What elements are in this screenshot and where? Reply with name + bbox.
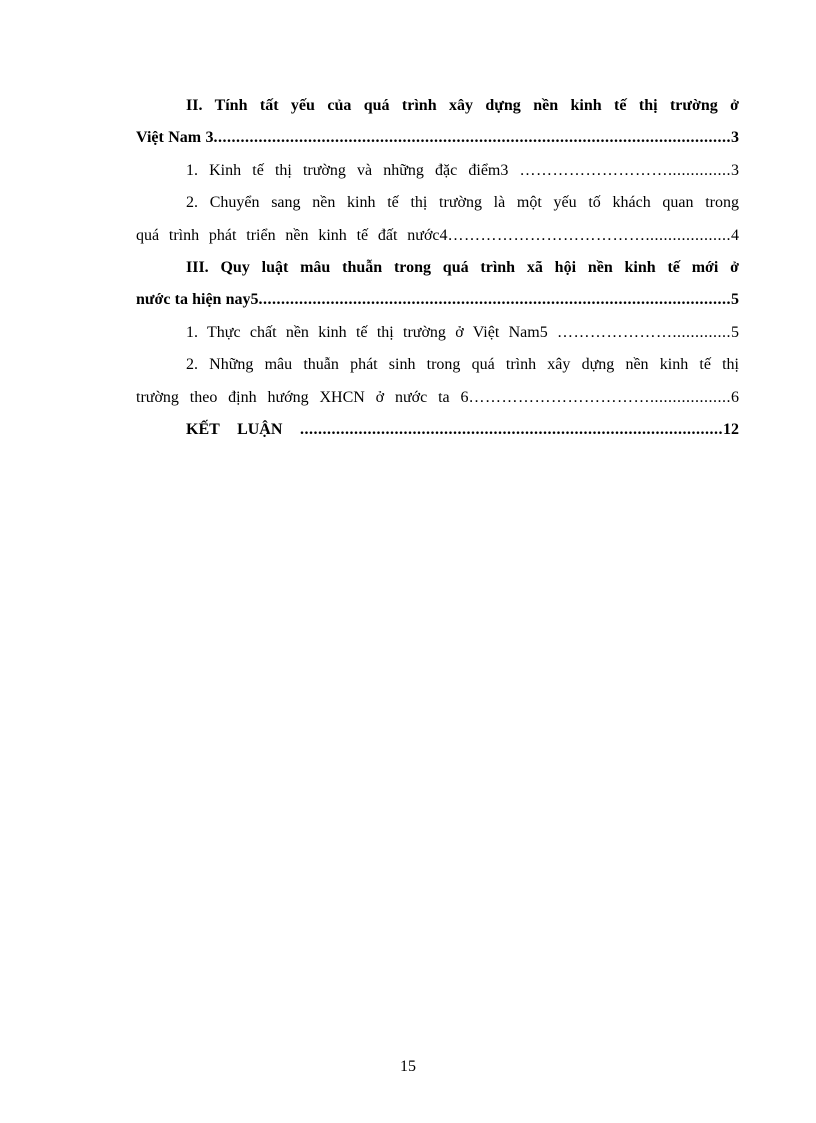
toc-entry-title: 2. Những mâu thuẫn phát sinh trong quá trình xây dựng nền kinh tế thị (186, 356, 739, 374)
toc-page-number: 6 (731, 388, 739, 406)
toc-leader-dots: ………………………………................... (447, 226, 731, 244)
toc-entry-section-ii-line2 (136, 122, 739, 154)
toc-entry-item-1 (136, 155, 739, 187)
toc-entry-title: III. Quy luật mâu thuẫn trong quá trình xã hội nền kinh tế mới ở (186, 259, 739, 277)
toc-page-number: 3 (731, 129, 739, 147)
toc-page-number: 4 (731, 226, 739, 244)
toc-entry-title: nước ta hiện nay5 (136, 291, 259, 309)
toc-entry-item-2-line1 (136, 187, 739, 219)
toc-leader-dots: ……………………….............. (519, 161, 732, 179)
toc-page-number: 5 (731, 323, 740, 341)
toc-leader-dots: .............................................................................................. (300, 421, 723, 439)
toc-entry-conclusion (136, 414, 739, 446)
toc-entry-title: quá trình phát triển nền kinh tế đất nước4 (136, 226, 448, 244)
toc-entry-title: 2. Chuyển sang nền kinh tế thị trường là một yếu tố khách quan trong (186, 194, 739, 212)
toc-entry-title: trường theo định hướng XHCN ở nước ta 6 (136, 388, 469, 406)
toc-entry-title: 1. Thực chất nền kinh tế thị trường ở Việt Nam5 (186, 323, 548, 341)
toc-entry-section-ii-line1 (136, 90, 739, 122)
toc-entry-item-1b (136, 317, 739, 349)
page-number-footer: 15 (400, 1058, 416, 1075)
toc-entry-item-2b-line2 (136, 382, 739, 414)
toc-entry-section-iii-line1 (136, 252, 739, 284)
toc-entry-title: 1. Kinh tế thị trường và những đặc điểm3 (186, 161, 509, 179)
toc-leader-dots: …………………............. (557, 323, 732, 341)
toc-page-number: 12 (723, 421, 739, 439)
toc-leader-dots: …………………………….................. (468, 388, 731, 406)
toc-leader-dots: ......................................................................................................... (258, 291, 731, 309)
toc-page-number: 5 (731, 291, 739, 309)
toc-entry-title: II. Tính tất yếu của quá trình xây dựng nền kinh tế thị trường ở (186, 97, 739, 114)
toc-leader-dots: ................................................................................................................... (213, 129, 731, 147)
toc-entry-title: Việt Nam 3 (136, 129, 214, 147)
toc-entry-item-2-line2 (136, 220, 739, 252)
table-of-contents (136, 90, 739, 446)
toc-entry-title: KẾT LUẬN (186, 421, 283, 439)
toc-page-number: 3 (731, 161, 740, 179)
toc-entry-section-iii-line2 (136, 284, 739, 316)
toc-entry-item-2b-line1 (136, 349, 739, 381)
